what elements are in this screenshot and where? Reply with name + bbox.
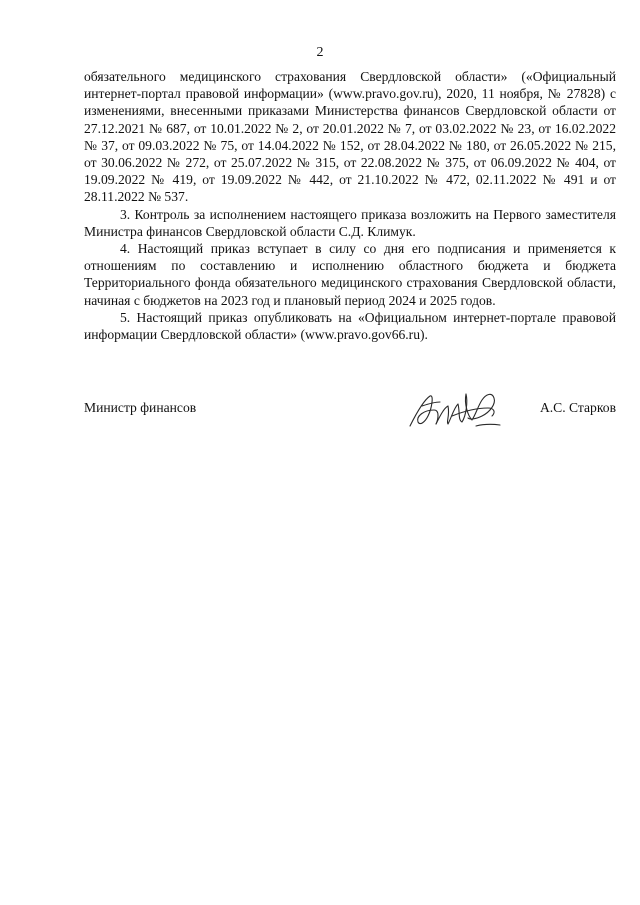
signer-name: А.С. Старков (539, 400, 616, 415)
handwritten-signature (406, 386, 510, 432)
document-body (84, 68, 616, 343)
paragraph-item-3: 3. Контроль за исполнением настоящего приказа возложить на Первого заместителя Министра финансов Свердловской области С.Д. Климук. (84, 206, 616, 239)
paragraph-item-5: 5. Настоящий приказ опубликовать на «Официальном интернет-портале правовой информации Свердловской области» (www.pravo.gov66.ru). (84, 309, 616, 343)
page-number: 2 (316, 45, 324, 60)
signer-position: Министр финансов (84, 400, 197, 415)
paragraph-continuation: обязательного медицинского страхования Свердловской области» («Официальный интернет-портал правовой информации» (www.pravo.gov.ru), 2020, 11 ноября, № 27828) с изменениями, внесенными приказами Министерства финансов Свердловской области от 27.12.2021 № 687, от 10.01.2022 № 2, от 20.01.2022 № 7, от 03.02.2022 № 23, от 16.02.2022 № 37, от 09.03.2022 № 75, от 14.04.2022 № 152, от 28.04.2022 № 180, от 26.05.2022 № 215, от 30.06.2022 № 272, от 25.07.2022 № 315, от 22.08.2022 № 375, от 06.09.2022 № 404, от 19.09.2022 № 419, от 19.09.2022 № 442, от 21.10.2022 № 472, 02.11.2022 № 491 и от 28.11.2022 № 537. (84, 69, 616, 205)
signature-block (84, 386, 616, 436)
paragraph-item-4: 4. Настоящий приказ вступает в силу со дня его подписания и применяется к отношениям по составлению и исполнению областного бюджета и бюджета Территориального фонда обязательного медицинского страхования Свердловской области, начиная с бюджетов на 2023 год и плановый период 2024 и 2025 годов. (84, 241, 616, 308)
